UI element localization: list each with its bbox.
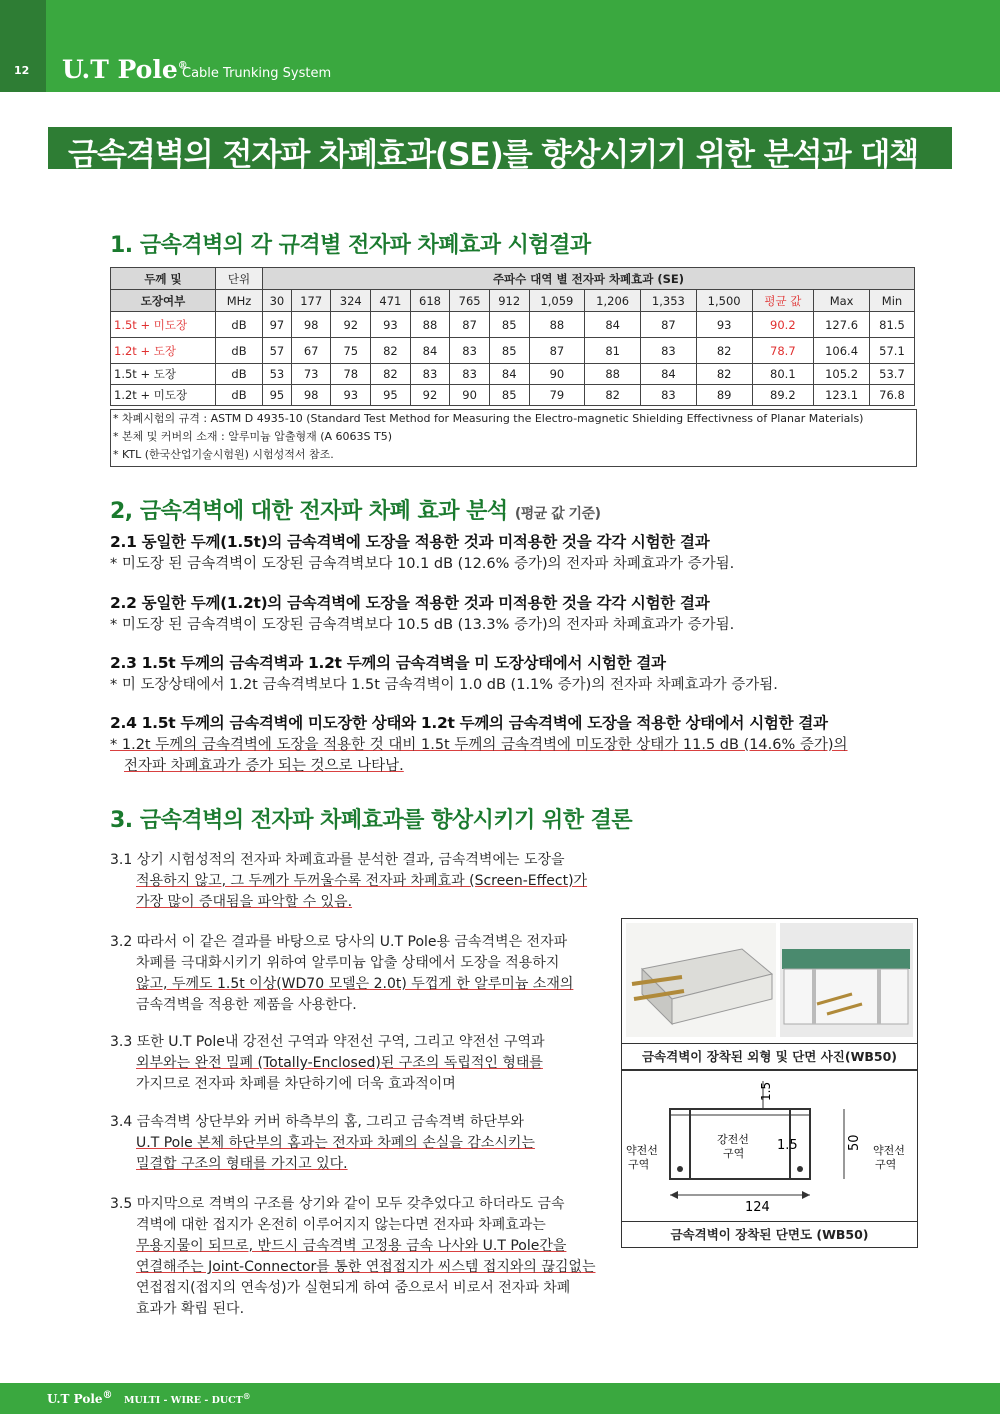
conclusion-para: [110, 1032, 610, 1095]
table-cell: 98: [291, 385, 331, 406]
freq-header: 324: [331, 290, 371, 312]
table-cell: 83: [410, 364, 450, 385]
row-label: 1.2t + 미도장: [111, 385, 216, 406]
table-cell: 95: [371, 385, 411, 406]
table-row: [111, 385, 915, 406]
section2-heading: [110, 494, 601, 525]
freq-header: 765: [450, 290, 490, 312]
conclusion-line: 3.4 금속격벽 상단부와 커버 하측부의 홈, 그리고 금속격벽 하단부와: [110, 1114, 524, 1130]
brand-name: U.T Pole: [62, 55, 178, 84]
header-subtitle: Cable Trunking System: [182, 66, 332, 81]
note-line: * KTL (한국산업기술시험원) 시험성적서 참조.: [113, 448, 334, 461]
table-cell: 85: [489, 338, 529, 364]
table-cell: 85: [489, 385, 529, 406]
table-cell: 73: [291, 364, 331, 385]
table-cell: 95: [263, 385, 292, 406]
freq-header: 177: [291, 290, 331, 312]
table-cell: 82: [585, 385, 641, 406]
section-caption: 금속격벽이 장착된 단면도 (WB50): [622, 1221, 917, 1243]
analysis-question: 2.1 동일한 두께(1.5t)의 금속격벽에 도장을 적용한 것과 미적용한 것을 각각 시험한 결과: [110, 533, 710, 551]
freq-header: 1,500: [696, 290, 752, 312]
brand-logo: [62, 55, 188, 84]
footer-brand-mark: ®: [102, 1390, 113, 1401]
row-unit: dB: [216, 312, 263, 338]
freq-header: 1,059: [529, 290, 585, 312]
table-cell: 97: [263, 312, 292, 338]
brand-registered-mark: ®: [177, 60, 188, 72]
conclusion-para: [110, 932, 610, 1016]
conclusion-para: [110, 850, 610, 913]
conclusion-line: 3.2 따라서 이 같은 결과를 바탕으로 당사의 U.T Pole용 금속격벽은 전자파: [110, 934, 568, 950]
table-cell: 89: [696, 385, 752, 406]
table-cell: 92: [331, 312, 371, 338]
conclusion-line: 3.3 또한 U.T Pole내 강전선 구역과 약전선 구역, 그리고 약전선 구역과: [110, 1034, 545, 1050]
header-bar: [0, 0, 1000, 92]
min-cell: 81.5: [869, 312, 914, 338]
analysis-question: 2.3 1.5t 두께의 금속격벽과 1.2t 두께의 금속격벽을 미 도장상태에서 시험한 결과: [110, 654, 666, 672]
table-cell: 98: [291, 312, 331, 338]
table-cell: 67: [291, 338, 331, 364]
footer-tagline-mark: ®: [242, 1392, 251, 1401]
table-notes: [110, 409, 917, 467]
zone-right-label-2: 구역: [875, 1158, 897, 1171]
dim-height-label: 50: [847, 1134, 862, 1151]
product-photo: [622, 919, 917, 1041]
table-cell: 90: [450, 385, 490, 406]
row-label: 1.2t + 도장: [111, 338, 216, 364]
avg-cell: 90.2: [752, 312, 814, 338]
dim-top-label: 1.5: [759, 1081, 773, 1101]
cross-section-figure: [621, 1070, 918, 1248]
conclusion-para: [110, 1112, 610, 1175]
footer-tagline: [124, 1392, 251, 1406]
analysis-question: 2.4 1.5t 두께의 금속격벽에 미도장한 상태와 1.2t 두께의 금속격벽에 도장을 적용한 상태에서 시험한 결과: [110, 714, 828, 732]
note-line: * 차폐시험의 규격 : ASTM D 4935-10 (Standard Test Method for Measuring the Electro-magnetic Shielding Effectivness of Planar Materials): [113, 412, 864, 425]
row-unit: dB: [216, 385, 263, 406]
avg-cell: 78.7: [752, 338, 814, 364]
table-cell: 83: [450, 338, 490, 364]
table-cell: 88: [585, 364, 641, 385]
max-cell: 127.6: [814, 312, 870, 338]
table-row: [111, 338, 915, 364]
footer-tagline-text: MULTI - WIRE - DUCT: [124, 1395, 243, 1407]
min-cell: 57.1: [869, 338, 914, 364]
conclusion-line: 적용하지 않고, 그 두께가 두꺼울수록 전자파 차폐효과 (Screen-Effect)가: [136, 873, 588, 889]
conclusion-line: 연결해주는 Joint-Connector를 통한 연접접지가 씨스템 접지와의 끊김없는: [136, 1259, 596, 1275]
table-cell: 82: [371, 364, 411, 385]
section3-heading: 3. 금속격벽의 전자파 차폐효과를 향상시키기 위한 결론: [110, 808, 633, 833]
freq-header: 471: [371, 290, 411, 312]
conclusion-para: [110, 1194, 610, 1320]
analysis-answer: * 미도장 된 금속격벽이 도장된 금속격벽보다 10.1 dB (12.6% 증가)의 전자파 차폐효과가 증가됨.: [110, 556, 735, 572]
table-cell: 93: [696, 312, 752, 338]
conclusion-line: 가장 많이 증대됨을 파악할 수 있음.: [136, 894, 353, 910]
table-row: [111, 364, 915, 385]
table-cell: 78: [331, 364, 371, 385]
table-cell: 87: [641, 312, 697, 338]
col-header-thickness-bottom: 도장여부: [111, 290, 216, 312]
zone-right-label-1: 약전선: [873, 1144, 905, 1157]
table-cell: 93: [371, 312, 411, 338]
table-cell: 53: [263, 364, 292, 385]
min-cell: 53.7: [869, 364, 914, 385]
product-photo-figure: [621, 918, 918, 1070]
table-cell: 79: [529, 385, 585, 406]
table-cell: 87: [450, 312, 490, 338]
avg-header: 평균 값: [752, 290, 814, 312]
analysis-item: [110, 711, 880, 775]
photo-caption: 금속격벽이 장착된 외형 및 단면 사진(WB50): [622, 1043, 917, 1065]
table-cell: 82: [371, 338, 411, 364]
avg-cell: 89.2: [752, 385, 814, 406]
analysis-item: [110, 530, 880, 573]
section1-heading: 1. 금속격벽의 각 규격별 전자파 차폐효과 시험결과: [110, 233, 591, 258]
max-header: Max: [814, 290, 870, 312]
col-header-mhz: MHz: [216, 290, 263, 312]
table-cell: 75: [331, 338, 371, 364]
conclusion-line: U.T Pole 본체 하단부의 홈과는 전자파 차폐의 손실을 감소시키는: [136, 1135, 535, 1151]
max-cell: 106.4: [814, 338, 870, 364]
table-cell: 92: [410, 385, 450, 406]
dim-width-label: 124: [745, 1200, 770, 1215]
table-cell: 88: [529, 312, 585, 338]
freq-header: 1,206: [585, 290, 641, 312]
conclusion-line: 연접접지(접지의 연속성)가 실현되게 하여 줌으로서 비로서 전자파 차폐: [136, 1280, 571, 1296]
col-header-thickness-top: 두께 및: [111, 268, 216, 290]
zone-left-label-1: 약전선: [626, 1144, 658, 1157]
avg-cell: 80.1: [752, 364, 814, 385]
dim-mid-label: 1.5: [777, 1138, 798, 1153]
min-cell: 76.8: [869, 385, 914, 406]
cross-section-diagram: [622, 1071, 917, 1219]
table-cell: 82: [696, 338, 752, 364]
conclusion-line: 외부와는 완전 밀폐 (Totally-Enclosed)된 구조의 독립적인 형태를: [136, 1055, 543, 1071]
zone-center-label-1: 강전선: [717, 1133, 749, 1146]
analysis-answer: * 1.2t 두께의 금속격벽에 도장을 적용한 것 대비 1.5t 두께의 금속격벽에 미도장한 상태가 11.5 dB (14.6% 증가)의: [110, 737, 848, 753]
analysis-item: [110, 591, 880, 634]
table-cell: 93: [331, 385, 371, 406]
freq-header: 30: [263, 290, 292, 312]
title-banner: [48, 127, 952, 173]
page-title: 금속격벽의 전자파 차폐효과(SE)를 향상시키기 위한 분석과 대책: [68, 137, 919, 173]
page-number-box: [0, 0, 46, 92]
max-cell: 123.1: [814, 385, 870, 406]
footer-brand-name: U.T Pole: [47, 1392, 103, 1406]
row-unit: dB: [216, 338, 263, 364]
table-cell: 84: [585, 312, 641, 338]
table-cell: 85: [489, 312, 529, 338]
zone-left-label-2: 구역: [628, 1158, 650, 1171]
conclusion-line: 금속격벽을 적용한 제품을 사용한다.: [136, 997, 357, 1013]
footer-bar: [0, 1383, 1000, 1414]
table-cell: 84: [410, 338, 450, 364]
row-unit: dB: [216, 364, 263, 385]
table-cell: 57: [263, 338, 292, 364]
table-cell: 84: [641, 364, 697, 385]
freq-header: 1,353: [641, 290, 697, 312]
table-cell: 83: [641, 385, 697, 406]
col-header-group: 주파수 대역 별 전자파 차폐효과 (SE): [263, 268, 915, 290]
row-label: 1.5t + 도장: [111, 364, 216, 385]
conclusion-line: 3.5 마지막으로 격벽의 구조를 상기와 같이 모두 갖추었다고 하더라도 금속: [110, 1196, 565, 1212]
table-cell: 90: [529, 364, 585, 385]
table-cell: 83: [641, 338, 697, 364]
col-header-unit: 단위: [216, 268, 263, 290]
table-cell: 88: [410, 312, 450, 338]
conclusion-line: 무용지물이 되므로, 반드시 금속격벽 고정용 금속 나사와 U.T Pole간을: [136, 1238, 567, 1254]
row-label: 1.5t + 미도장: [111, 312, 216, 338]
analysis-answer: * 미 도장상태에서 1.2t 금속격벽보다 1.5t 금속격벽이 1.0 dB (1.1% 증가)의 전자파 차폐효과가 증가됨.: [110, 677, 778, 693]
table-cell: 84: [489, 364, 529, 385]
conclusion-line: 격벽에 대한 접지가 온전히 이루어지지 않는다면 전자파 차폐효과는: [136, 1217, 546, 1233]
section2-heading-note: (평균 값 기준): [514, 506, 601, 522]
conclusion-line: 3.1 상기 시험성적의 전자파 차폐효과를 분석한 결과, 금속격벽에는 도장을: [110, 852, 565, 868]
table-row: [111, 312, 915, 338]
analysis-item: [110, 651, 880, 694]
note-line: * 본체 및 커버의 소재 : 알루미늄 압출형재 (A 6063S T5): [113, 430, 392, 443]
conclusion-line: 효과가 확립 된다.: [136, 1301, 245, 1317]
conclusion-line: 밀결합 구조의 형태를 가지고 있다.: [136, 1156, 348, 1172]
table-cell: 82: [696, 364, 752, 385]
results-table: [110, 267, 915, 406]
analysis-answer: * 미도장 된 금속격벽이 도장된 금속격벽보다 10.5 dB (13.3% 증가)의 전자파 차폐효과가 증가됨.: [110, 617, 735, 633]
zone-center-label-2: 구역: [723, 1147, 745, 1160]
table-cell: 87: [529, 338, 585, 364]
page-number: 12: [14, 64, 30, 77]
conclusion-line: 가지므로 전자파 차폐를 차단하기에 더욱 효과적이며: [136, 1076, 456, 1092]
table-cell: 81: [585, 338, 641, 364]
table-cell: 83: [450, 364, 490, 385]
footer-brand: [47, 1390, 113, 1406]
analysis-question: 2.2 동일한 두께(1.2t)의 금속격벽에 도장을 적용한 것과 미적용한 것을 각각 시험한 결과: [110, 594, 710, 612]
section2-heading-text: 2, 금속격벽에 대한 전자파 차폐 효과 분석: [110, 499, 508, 524]
conclusion-line: 않고, 두께도 1.5t 이상(WD70 모델은 2.0t) 두껍게 한 알루미늄 소재의: [136, 976, 574, 992]
conclusion-line: 차폐를 극대화시키기 위하여 알루미늄 압출 상태에서 도장을 적용하지: [136, 955, 560, 971]
min-header: Min: [869, 290, 914, 312]
max-cell: 105.2: [814, 364, 870, 385]
freq-header: 912: [489, 290, 529, 312]
analysis-answer-cont: 전자파 차폐효과가 증가 되는 것으로 나타남.: [124, 758, 404, 774]
freq-header: 618: [410, 290, 450, 312]
